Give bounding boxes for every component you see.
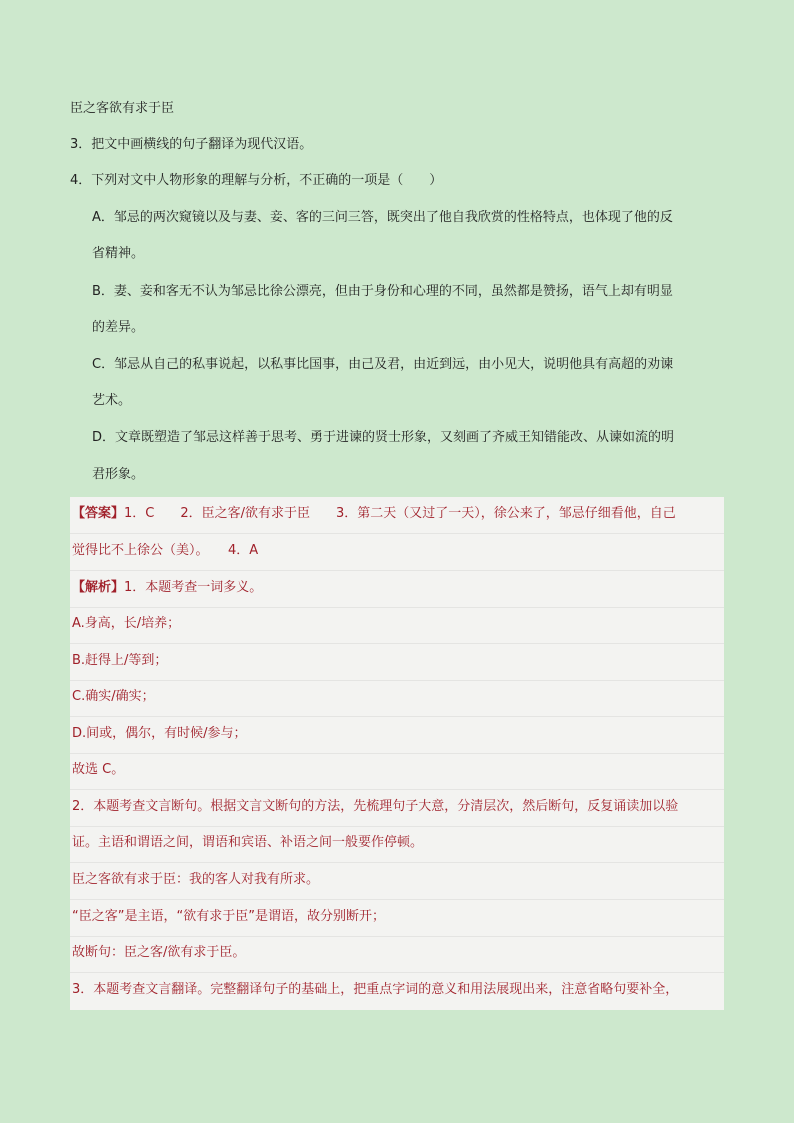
analysis-2a: 2．本题考查文言断句。根据文言文断句的方法，先梳理句子大意，分清层次，然后断句，反复诵读加以验 <box>72 799 679 814</box>
analysis-2d: “臣之客”是主语，“欲有求于臣”是谓语，故分别断开； <box>72 909 385 924</box>
question-4: 4．下列对文中人物形象的理解与分析，不正确的一项是（ ） <box>70 173 443 188</box>
analysis-row <box>70 863 724 900</box>
answer-row <box>70 534 724 571</box>
analysis-row <box>70 900 724 937</box>
analysis-2c: 臣之客欲有求于臣：我的客人对我有所求。 <box>72 872 320 887</box>
answer-text-cont: 觉得比不上徐公（美）。 4．A <box>72 543 259 558</box>
option-b-line2: 的差异。 <box>92 320 145 335</box>
analysis-row <box>70 571 724 608</box>
analysis-row <box>70 826 724 863</box>
option-d-line1: D．文章既塑造了邹忌这样善于思考、勇于进谏的贤士形象，又刻画了齐威王知错能改、从谏如流的明 <box>92 430 675 445</box>
answer-text: 1．C 2．臣之客/欲有求于臣 3．第二天（又过了一天），徐公来了，邹忌仔细看他，自己 <box>124 506 676 521</box>
sentence-line: 臣之客欲有求于臣 <box>70 101 175 116</box>
analysis-a: A.身高，长/培养； <box>72 616 181 631</box>
analysis-row <box>70 936 724 973</box>
analysis-c: C.确实/确实； <box>72 689 155 704</box>
analysis-row <box>70 680 724 717</box>
option-c-line2: 艺术。 <box>92 393 132 408</box>
option-a-line1: A．邹忌的两次窥镜以及与妻、妾、客的三问三答，既突出了他自我欣赏的性格特点，也体现了他的反 <box>92 210 673 225</box>
option-d-line2: 君形象。 <box>92 467 145 482</box>
analysis-tag: 【解析】 <box>72 580 125 595</box>
analysis-2b: 证。主语和谓语之间，谓语和宾语、补语之间一般要作停顿。 <box>72 835 424 850</box>
analysis-row <box>70 973 724 1009</box>
analysis-b: B.赶得上/等到； <box>72 653 168 668</box>
answer-row <box>70 497 724 534</box>
analysis-choose: 故选 C。 <box>72 762 125 777</box>
option-c-line1: C．邹忌从自己的私事说起，以私事比国事，由己及君，由近到远，由小见大，说明他具有高超的劝谏 <box>92 357 674 372</box>
analysis-row <box>70 644 724 681</box>
answer-tag: 【答案】 <box>72 506 125 521</box>
answer-panel <box>70 497 724 1010</box>
analysis-2e: 故断句：臣之客/欲有求于臣。 <box>72 945 246 960</box>
analysis-row <box>70 717 724 754</box>
analysis-row <box>70 790 724 827</box>
analysis-row <box>70 607 724 644</box>
analysis-text: 1．本题考查一词多义。 <box>124 580 263 595</box>
analysis-row <box>70 753 724 790</box>
option-b-line1: B．妻、妾和客无不认为邹忌比徐公漂亮，但由于身份和心理的不同，虽然都是赞扬，语气上却有明显 <box>92 284 673 299</box>
analysis-3: 3．本题考查文言翻译。完整翻译句子的基础上，把重点字词的意义和用法展现出来，注意省略句要补全， <box>72 982 679 997</box>
analysis-d: D.间或，偶尔，有时候/参与； <box>72 726 247 741</box>
question-3: 3．把文中画横线的句子翻译为现代汉语。 <box>70 137 313 152</box>
option-a-line2: 省精神。 <box>92 246 145 261</box>
